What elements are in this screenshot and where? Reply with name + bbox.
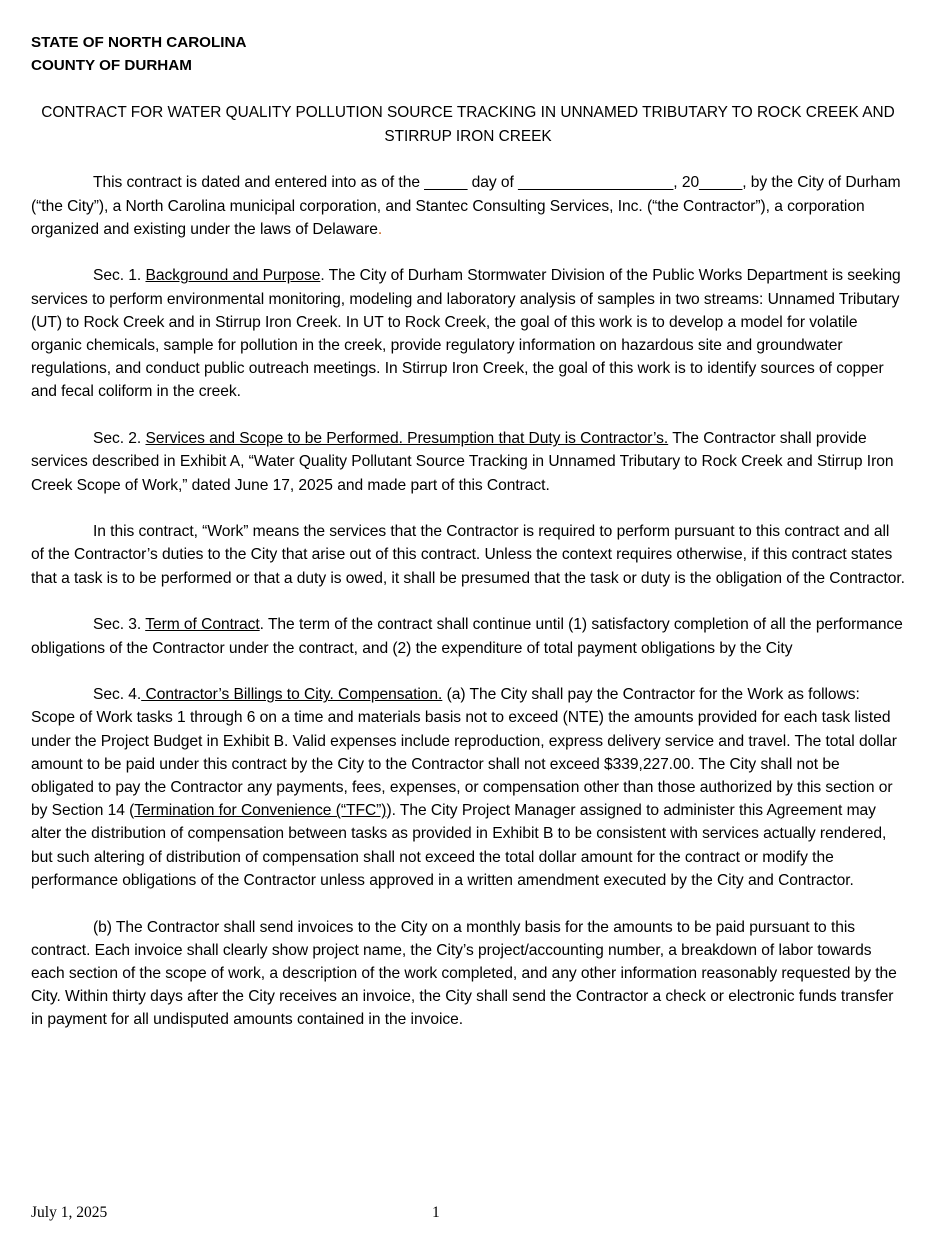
intro-text: This contract is dated and entered into as of the _____ day of __________________, 20_____, by the City of Durham (“the City”), a North Carolina municipal corporation, and Stantec Consulting Services, Inc. (“the Contractor”), a corporation organized and existing under the laws of Delaware (31, 174, 901, 238)
section-4-paragraph (31, 683, 905, 892)
section-2-paragraph (31, 427, 905, 497)
section-4-heading: Contractor’s Billings to City. Compensation. (141, 686, 443, 704)
document-page (31, 31, 905, 1032)
section-3-paragraph (31, 613, 905, 659)
section-4-label: Sec. 4. (93, 686, 142, 704)
section-1-heading: Background and Purpose (145, 267, 321, 285)
footer-date: July 1, 2025 (31, 1204, 108, 1221)
section-2-body: The Contractor shall provide services described in Exhibit A, “Water Quality Pollutant Source Tracking in Unnamed Tributary to Rock Creek and Stirrup Iron Creek Scope of Work,” dated June 17, 2025 and made part of this Contract. (31, 430, 894, 494)
section-3-label: Sec. 3. (93, 616, 146, 634)
section-2-heading: Services and Scope to be Performed. Presumption that Duty is Contractor’s. (145, 430, 669, 448)
section-4b-paragraph: (b) The Contractor shall send invoices to the City on a monthly basis for the amounts to be paid pursuant to this contract. Each invoice shall clearly show project name, the City’s project/accounting number, a breakdown of labor towards each section of the scope of work, a description of the work completed, and any other information reasonably requested by the City. Within thirty days after the City receives an invoice, the City shall send the Contractor a check or electronic funds transfer in payment for all undisputed amounts contained in the invoice. (31, 918, 897, 1029)
section-3-heading: Term of Contract (145, 616, 260, 634)
contract-title-line-1: CONTRACT FOR WATER QUALITY POLLUTION SOURCE TRACKING IN UNNAMED TRIBUTARY TO ROCK CREEK AND (41, 104, 895, 122)
termination-for-convenience-reference: Termination for Convenience (“TFC”) (134, 802, 387, 820)
section-4-body-a: (a) The City shall pay the Contractor for the Work as follows: Scope of Work tasks 1 through 6 on a time and materials basis not to exceed (NTE) the amounts provided for each task listed under the Project Budget in Exhibit B. Valid expenses include reproduction, express delivery service and travel. The total dollar amount to be paid under this contract by the City to the Contractor shall not exceed $339,227.00. The City shall not be obligated to pay the Contractor any payments, fees, expenses, or compensation other than those authorized by this section or by Section 14 ( (31, 686, 897, 820)
intro-period: . (377, 220, 383, 238)
section-1-label: Sec. 1. (93, 267, 146, 285)
section-3-body: . The term of the contract shall continue until (1) satisfactory completion of all the performance obligations of the Contractor under the contract, and (2) the expenditure of total payment obligations by the City (31, 616, 903, 657)
section-4-body-b: ). The City Project Manager assigned to administer this Agreement may alter the distribution of compensation between tasks as provided in Exhibit B to be consistent with services actually rendered, but such altering of distribution of compensation shall not exceed the total dollar amount for the contract or modify the performance obligations of the Contractor unless approved in a written amendment executed by the City and Contractor. (31, 802, 887, 889)
work-definition-paragraph: In this contract, “Work” means the services that the Contractor is required to perform pursuant to this contract and all of the Contractor’s duties to the City that arise out of this contract. Unless the context requires otherwise, if this contract states that a task is to be performed or that a duty is owed, it shall be presumed that the task or duty is the obligation of the Contractor. (31, 523, 905, 587)
county-heading: COUNTY OF DURHAM (31, 57, 192, 75)
contract-title-line-2: STIRRUP IRON CREEK (384, 127, 552, 145)
section-1-paragraph (31, 264, 905, 403)
contract-title (31, 101, 905, 147)
section-1-body: . The City of Durham Stormwater Division of the Public Works Department is seeking services to perform environmental monitoring, modeling and laboratory analysis of samples in two streams: Unnamed Tributary (UT) to Rock Creek and in Stirrup Iron Creek. In UT to Rock Creek, the goal of this work is to develop a model for volatile organic chemicals, sample for pollution in the creek, provide regulatory information on hazardous site and groundwater regulations, and conduct public outreach meetings. In Stirrup Iron Creek, the goal of this work is to identify sources of copper and fecal coliform in the creek. (31, 267, 901, 401)
state-heading: STATE OF NORTH CAROLINA (31, 34, 247, 51)
page-number: 1 (432, 1204, 440, 1221)
intro-paragraph (31, 171, 905, 241)
section-2-label: Sec. 2. (93, 430, 146, 448)
